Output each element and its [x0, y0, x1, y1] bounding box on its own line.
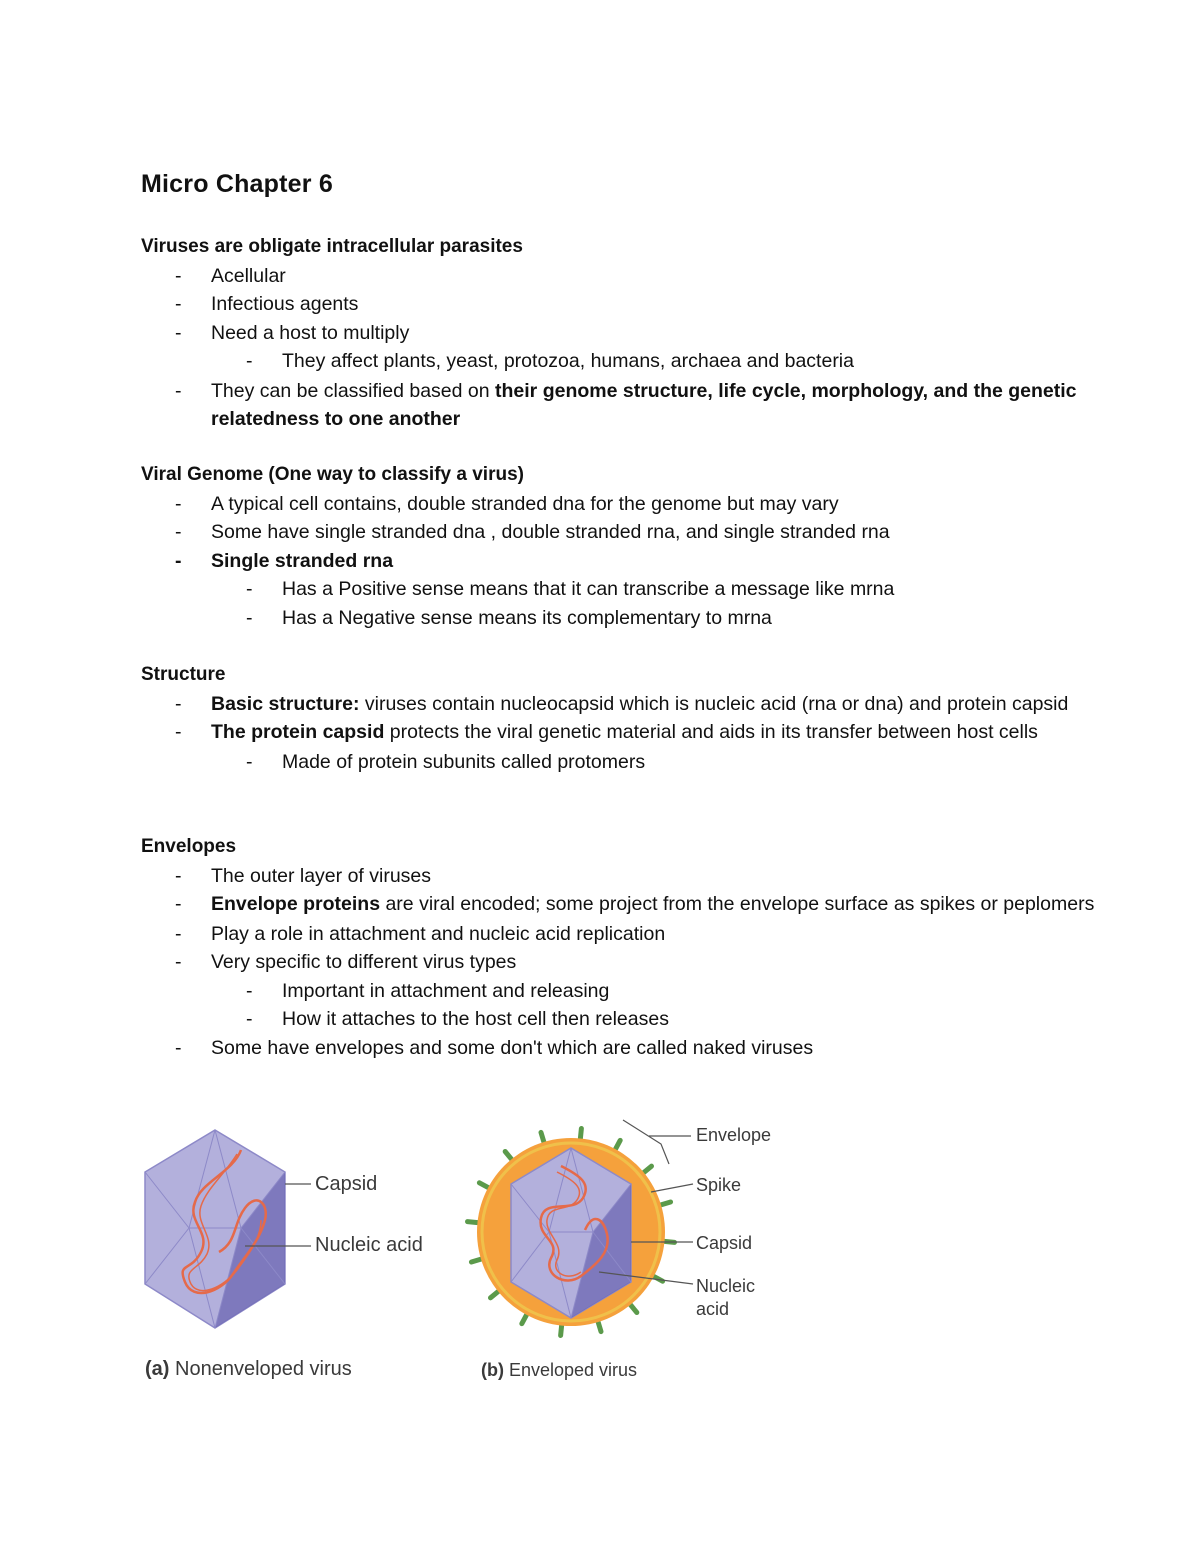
list-item: - Need a host to multiply — [141, 319, 1101, 348]
list-item: - Made of protein subunits called protomers — [141, 748, 1101, 777]
list-item: - How it attaches to the host cell then releases — [141, 1005, 1101, 1034]
list-item: - The protein capsid protects the viral genetic material and aids in its transfer between host cells — [141, 718, 1101, 747]
enveloped-virus-illustration — [468, 1120, 693, 1335]
bullet-list — [141, 690, 1101, 777]
bullet-dash: - — [246, 578, 253, 600]
bullet-dash: - — [175, 321, 182, 344]
bullet-dash: - — [175, 951, 182, 973]
bullet-dash: - — [175, 379, 182, 402]
bullet-dash: - — [175, 864, 182, 887]
bullet-dash: - — [246, 979, 253, 1002]
list-item: - Single stranded rna — [141, 547, 1101, 576]
section-obligate-parasites — [141, 233, 1101, 434]
bullet-dash: - — [175, 549, 182, 572]
label-envelope: Envelope — [696, 1125, 772, 1145]
spike-leader-line — [651, 1184, 693, 1192]
list-item: - Very specific to different virus types — [141, 948, 1101, 977]
section-heading: Viruses are obligate intracellular parasites — [141, 236, 523, 257]
bullet-dash: - — [175, 922, 182, 945]
virus-figure — [141, 1092, 801, 1392]
list-item: - Has a Positive sense means that it can transcribe a message like mrna — [141, 575, 1101, 604]
list-item: - A typical cell contains, double stranded dna for the genome but may vary — [141, 490, 1101, 519]
section-envelopes — [141, 833, 1101, 1062]
bullet-dash: - — [175, 293, 182, 315]
section-viral-genome — [141, 461, 1101, 632]
list-item: - Infectious agents — [141, 290, 1101, 319]
list-item: - Basic structure: viruses contain nucleocapsid which is nucleic acid (rna or dna) and protein capsid — [141, 690, 1101, 719]
label-nucleic-acid: Nucleic acid — [315, 1234, 423, 1256]
bullet-dash: - — [175, 521, 182, 543]
caption-b-letter: (b) — [481, 1360, 504, 1380]
list-item: - They affect plants, yeast, protozoa, humans, archaea and bacteria — [141, 347, 1101, 376]
envelope-bracket — [623, 1120, 669, 1164]
bullet-dash: - — [175, 721, 182, 743]
bullet-dash: - — [246, 350, 253, 372]
list-item: - Some have single stranded dna , double stranded rna, and single stranded rna — [141, 518, 1101, 547]
list-item: - Important in attachment and releasing — [141, 977, 1101, 1006]
label-capsid: Capsid — [315, 1173, 378, 1195]
section-heading: Structure — [141, 664, 226, 685]
label-nucleic-b-2: acid — [696, 1299, 730, 1319]
bullet-dash: - — [175, 492, 182, 515]
nonenveloped-virus-illustration — [145, 1130, 311, 1328]
section-heading: Viral Genome (One way to classify a virus) — [141, 464, 524, 485]
bullet-dash: - — [175, 264, 182, 287]
list-item: - The outer layer of viruses — [141, 862, 1101, 891]
list-item: - Some have envelopes and some don't which are called naked viruses — [141, 1034, 1101, 1063]
label-spike: Spike — [696, 1175, 742, 1195]
label-capsid-b: Capsid — [696, 1233, 753, 1253]
caption-a-text: Nonenveloped virus — [169, 1358, 352, 1380]
caption-b — [481, 1360, 637, 1381]
list-item: - Envelope proteins are viral encoded; some project from the envelope surface as spikes or peplomers — [141, 890, 1101, 919]
list-item: - Play a role in attachment and nucleic acid replication — [141, 920, 1101, 949]
bullet-dash: - — [246, 1008, 253, 1030]
list-item: - Has a Negative sense means its complementary to mrna — [141, 604, 1101, 633]
bullet-dash: - — [246, 606, 253, 629]
bullet-list — [141, 262, 1101, 434]
bullet-dash: - — [175, 1036, 182, 1059]
bullet-dash: - — [175, 692, 182, 715]
caption-a — [145, 1358, 352, 1381]
bullet-dash: - — [246, 750, 253, 773]
bullet-list — [141, 862, 1101, 1063]
list-item: - Acellular — [141, 262, 1101, 291]
label-nucleic-b-1: Nucleic — [696, 1276, 756, 1296]
section-heading: Envelopes — [141, 836, 237, 857]
bullet-list — [141, 490, 1101, 633]
list-item: - They can be classified based on their genome structure, life cycle, morphology, and the genetic relatedness to one another — [141, 377, 1101, 434]
caption-b-text: Enveloped virus — [503, 1360, 638, 1380]
section-structure — [141, 661, 1101, 776]
page-title: Micro Chapter 6 — [141, 170, 333, 198]
caption-a-letter: (a) — [145, 1358, 170, 1380]
bullet-dash: - — [175, 893, 182, 915]
